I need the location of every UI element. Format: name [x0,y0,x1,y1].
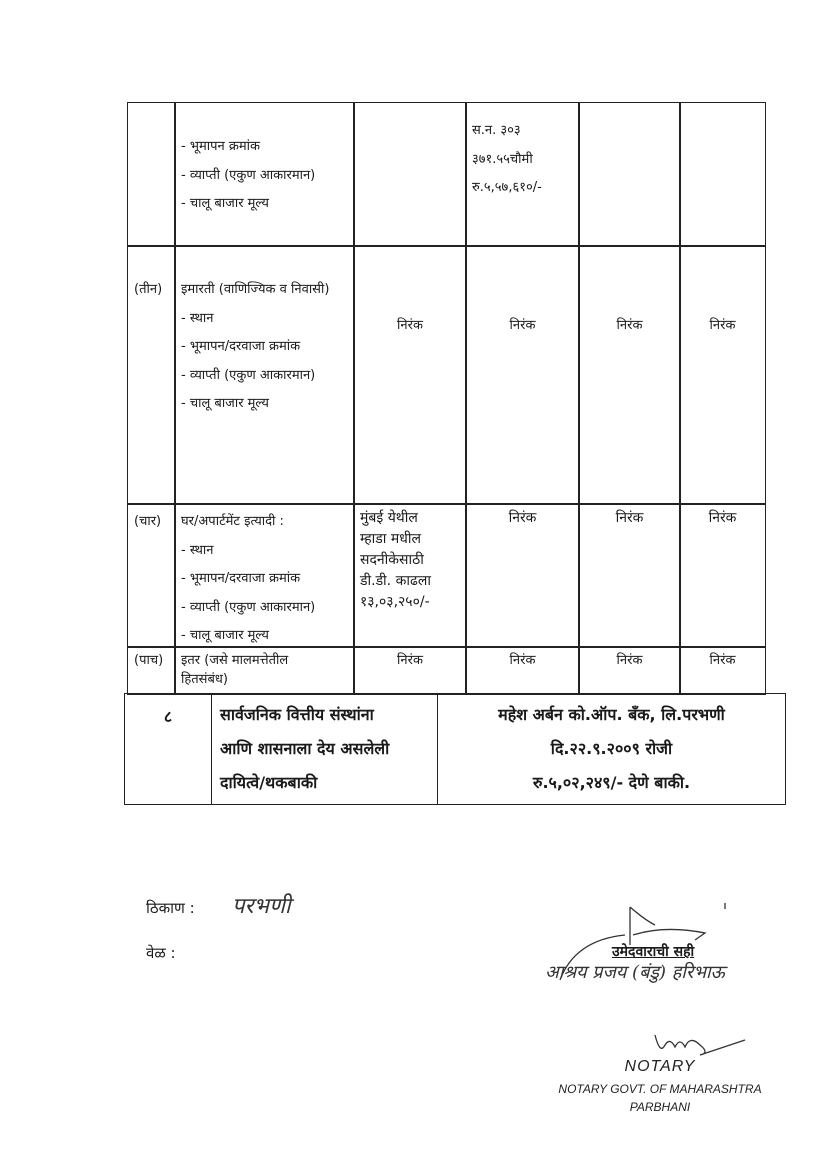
table-cell-c3 [578,102,681,247]
notary-title: NOTARY [624,1058,696,1075]
table-cell-text: निरंक [509,318,536,333]
table-cell-c4 [679,646,766,695]
table-cell-text: ३७१.५५चौमी [472,151,533,167]
table-cell-text: - स्थान [181,310,214,326]
section-8-label-line: सार्वजनिक वित्तीय संस्थांना [220,705,374,724]
table-cell-text: डी.डी. काढला [360,573,431,589]
table-cell-c3 [578,646,681,695]
table-cell-text: रु.५,५७,६१०/- [472,180,542,195]
table-cell-text: निरंक [508,510,537,526]
table-cell-num [127,646,176,695]
notary-city: PARBHANI [629,1100,691,1114]
table-cell-c2 [465,646,580,695]
table-cell-c4 [679,245,766,505]
table-cell-text: - व्याप्ती (एकुण आकारमान) [181,599,316,615]
table-cell-c1 [353,503,467,648]
table-cell-desc [174,245,355,505]
table-cell-text: १३,०३,२५०/- [360,594,430,610]
table-cell-text: निरंक [397,318,423,333]
table-cell-text: स.न. ३०३ [472,123,521,138]
table-cell-text: इतर (जसे मालमत्तेतील [181,653,289,668]
table-cell-c1 [353,646,467,695]
table-cell-text: निरंक [509,653,536,668]
signature-label: उमेदवाराची सही [612,944,695,960]
table-cell-text: निरंक [615,510,644,526]
section-8-label-line: आणि शासनाला देय असलेली [220,739,390,758]
table-cell-num [127,102,176,247]
table-cell-c2 [465,245,580,505]
table-cell-c3 [578,503,681,648]
table-cell-text: - व्याप्ती (एकुण आकारमान) [181,367,316,383]
table-cell-num [127,245,176,505]
place-value-handwritten: परभणी [232,894,291,919]
table-cell-text: घर/अपार्टमेंट इत्यादी : [181,514,284,529]
table-cell-text: - व्याप्ती (एकुण आकारमान) [181,167,316,183]
table-cell-text: - भूमापन/दरवाजा क्रमांक [181,339,301,354]
table-cell-desc [174,102,355,247]
section-8-label [211,693,438,805]
table-cell-text: हितसंबंध) [181,672,228,687]
table-cell-desc [174,646,355,695]
table-cell-text: निरंक [708,510,737,526]
table-cell-text: निरंक [616,318,643,333]
time-label: वेळ : [146,944,176,962]
table-cell-text: - चालू बाजार मूल्य [181,628,269,643]
table-cell-c4 [679,102,766,247]
table-cell-c1 [353,102,467,247]
table-cell-text: मुंबई येथील [360,510,418,526]
section-8-value-line: रु.५,०२,२४९/- देणे बाकी. [532,773,691,792]
table-cell-text: - चालू बाजार मूल्य [181,196,269,211]
table-cell-text: निरंक [397,653,423,668]
table-cell-text: म्हाडा मधील [360,531,421,547]
table-cell-c4 [679,503,766,648]
table-cell-c1 [353,245,467,505]
table-cell-text: - भूमापन/दरवाजा क्रमांक [181,571,301,586]
table-cell-text: (तीन) [134,282,163,297]
section-8-number: ८ [124,693,212,805]
table-cell-c2 [465,102,580,247]
table-cell-text: सदनीकेसाठी [360,552,424,568]
place-label: ठिकाण : [146,899,195,917]
table-cell-text: (पाच) [134,653,164,668]
table-cell-num [127,503,176,648]
table-cell-desc [174,503,355,648]
table-cell-text: निरंक [616,653,643,668]
table-cell-text: निरंक [709,318,736,333]
section-8-value [437,693,786,805]
table-cell-text: - चालू बाजार मूल्य [181,396,269,411]
notary-line: NOTARY GOVT. OF MAHARASHTRA [558,1082,762,1096]
table-cell-text: - स्थान [181,542,214,558]
table-cell-text: इमारती (वाणिज्यिक व निवासी) [181,282,330,297]
signature-name-handwritten: आश्रय प्रजय (बंडु) हरिभाऊ [545,962,725,983]
section-8-value-line: दि.२२.९.२००९ रोजी [550,739,673,758]
section-8-value-line: महेश अर्बन को.ऑप. बँक, लि.परभणी [498,705,725,724]
table-cell-text: (चार) [134,514,162,529]
table-cell-text: - भूमापन क्रमांक [181,139,260,154]
table-cell-c2 [465,503,580,648]
section-8-label-line: दायित्वे/थकबाकी [220,773,318,792]
table-cell-text: निरंक [709,653,736,668]
table-cell-c3 [578,245,681,505]
